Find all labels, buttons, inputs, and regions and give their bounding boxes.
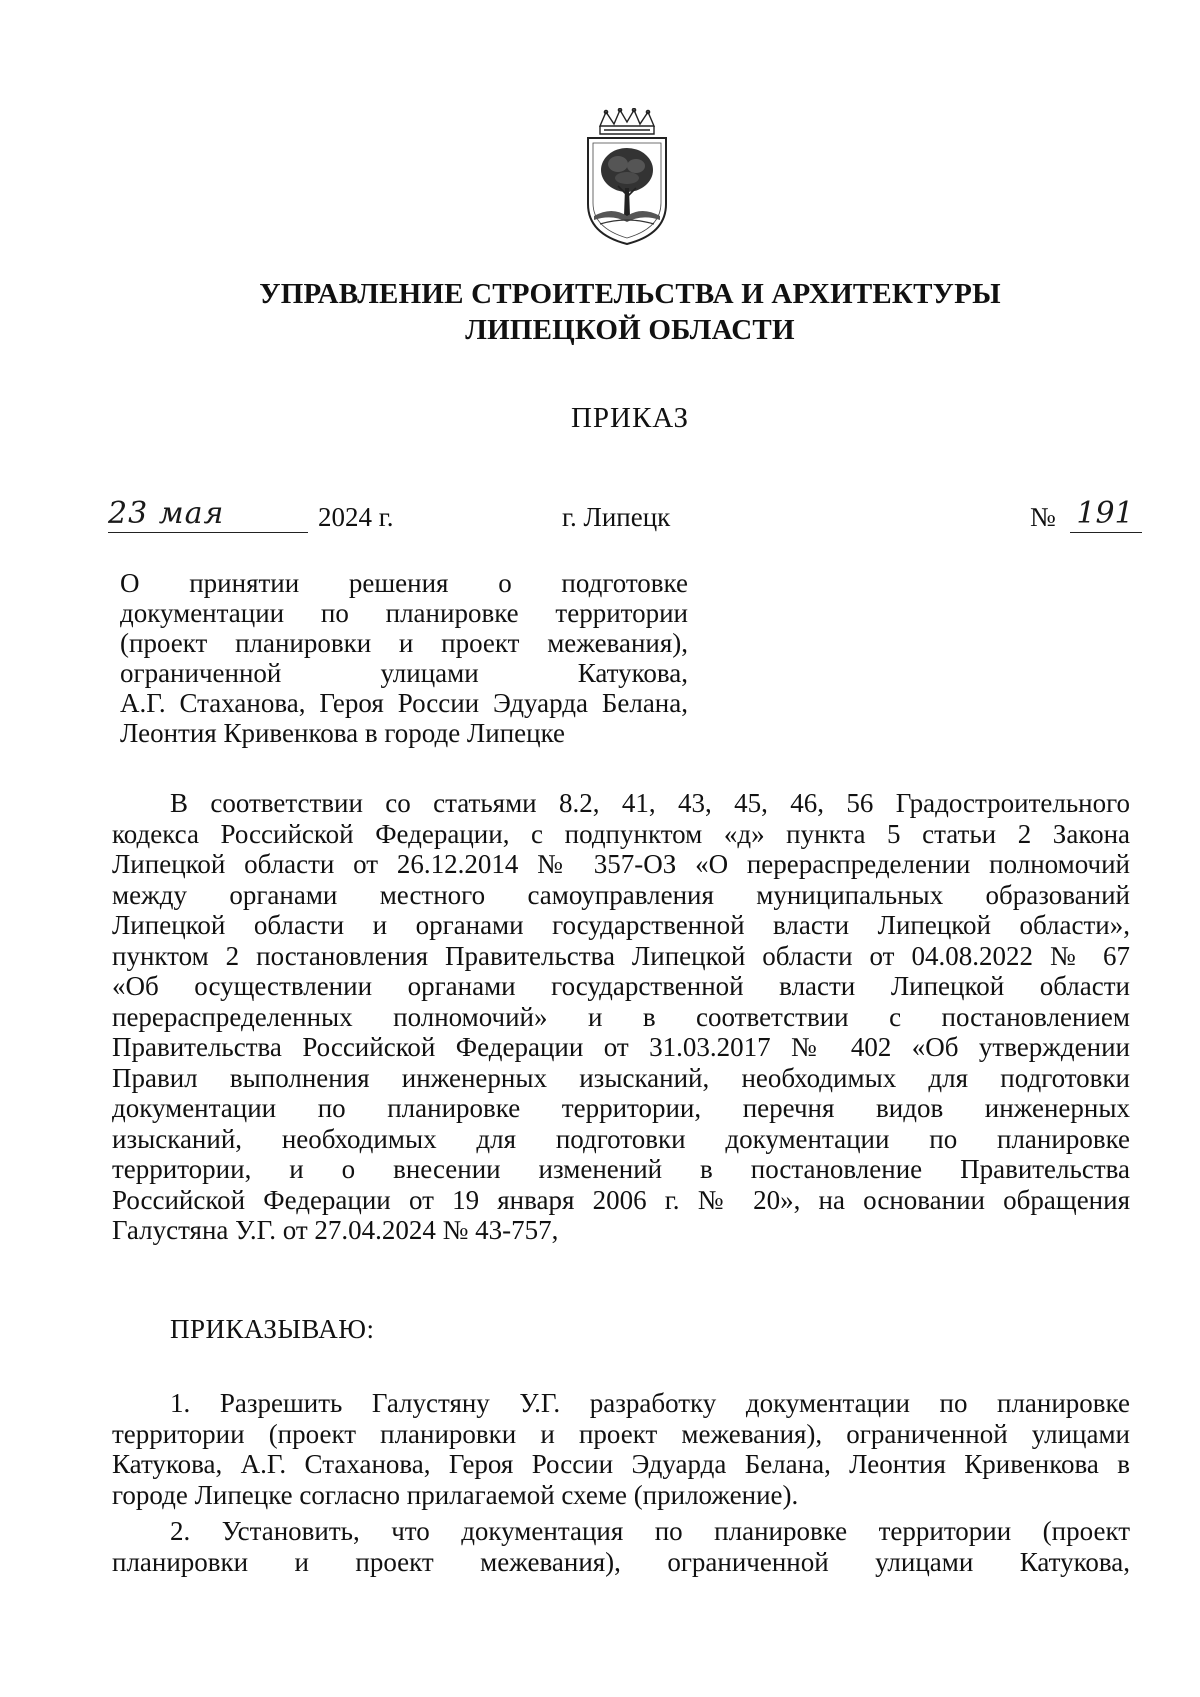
subject-line: документации по планировке территории xyxy=(120,598,688,628)
document-subject xyxy=(120,568,688,748)
body-line: перераспределенных полномочий» и в соответствии с постановлением xyxy=(112,1001,1130,1032)
item-2-line: планировки и проект межевания), ограниченной улицами Катукова, xyxy=(112,1546,1130,1577)
handwritten-number: 191 xyxy=(1076,496,1134,531)
body-line: территории, и о внесении изменений в постановление Правительства xyxy=(112,1154,1130,1184)
body-line: изысканий, необходимых для подготовки документации по планировке xyxy=(112,1123,1130,1154)
subject-line: О принятии решения о подготовке xyxy=(120,568,688,598)
subject-line: ограниченной улицами Катукова, xyxy=(120,658,688,688)
body-line: документации по планировке территории, перечня видов инженерных xyxy=(112,1093,1130,1123)
body-line: В соответствии со статьями 8.2, 41, 43, 45, 46, 56 Градостроительного xyxy=(170,788,1130,818)
subject-line: А.Г. Стаханова, Героя России Эдуарда Белана, xyxy=(120,688,688,718)
body-line: Российской Федерации от 19 января 2006 г. № 20», на основании обращения xyxy=(112,1184,1130,1215)
body-line: Правительства Российской Федерации от 31.03.2017 № 402 «Об утверждении xyxy=(112,1032,1130,1062)
organization-title-line-2: ЛИПЕЦКОЙ ОБЛАСТИ xyxy=(465,314,795,346)
order-word: ПРИКАЗЫВАЮ: xyxy=(170,1314,375,1344)
body-line: Липецкой области и органами государственной власти Липецкой области», xyxy=(112,910,1130,940)
number-underline xyxy=(1070,532,1142,533)
document-place: г. Липецк xyxy=(562,502,671,532)
item-2-line: 2. Установить, что документация по планировке территории (проект xyxy=(170,1516,1130,1546)
item-1-line: 1. Разрешить Галустяну У.Г. разработку документации по планировке xyxy=(170,1388,1130,1418)
body-line: Липецкой области от 26.12.2014 № 357-ОЗ «О перераспределении полномочий xyxy=(112,849,1130,879)
subject-line: Леонтия Кривенкова в городе Липецке xyxy=(120,718,565,748)
item-1-line: территории (проект планировки и проект межевания), ограниченной улицами xyxy=(112,1418,1130,1449)
item-1-line: городе Липецке согласно прилагаемой схеме (приложение). xyxy=(112,1479,799,1510)
organization-title-line-1: УПРАВЛЕНИЕ СТРОИТЕЛЬСТВА И АРХИТЕКТУРЫ xyxy=(259,278,1001,310)
order-items xyxy=(112,1388,1130,1577)
body-line: кодекса Российской Федерации, с подпунктом «д» пункта 5 статьи 2 Закона xyxy=(112,818,1130,849)
body-line: Галустяна У.Г. от 27.04.2024 № 43-757, xyxy=(112,1215,559,1245)
organization-title xyxy=(200,276,1060,348)
date-underline xyxy=(108,532,308,533)
body-line: Правил выполнения инженерных изысканий, необходимых для подготовки xyxy=(112,1062,1130,1093)
handwritten-date: 23 мая xyxy=(108,496,225,531)
item-1-line: Катукова, А.Г. Стаханова, Героя России Эдуарда Белана, Леонтия Кривенкова в xyxy=(112,1449,1130,1479)
document-type: ПРИКАЗ xyxy=(570,402,690,434)
body-line: между органами местного самоуправления муниципальных образований xyxy=(112,879,1130,910)
preamble-text xyxy=(112,788,1130,1246)
coat-of-arms-icon xyxy=(582,108,672,248)
date-year: 2024 г. xyxy=(318,502,394,532)
number-sign: № xyxy=(1030,502,1056,532)
body-line: «Об осуществлении органами государственной власти Липецкой области xyxy=(112,971,1130,1001)
document-number xyxy=(1030,496,1140,538)
body-line: пунктом 2 постановления Правительства Липецкой области от 04.08.2022 № 67 xyxy=(112,940,1130,971)
subject-line: (проект планировки и проект межевания), xyxy=(120,628,688,658)
